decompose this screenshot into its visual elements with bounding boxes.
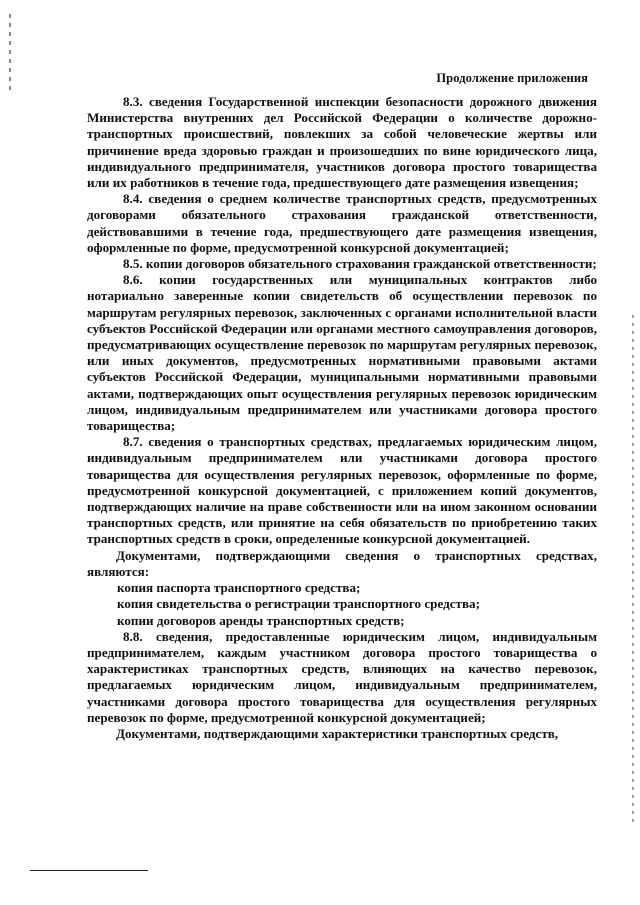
clause-8-7: 8.7. сведения о транспортных средствах, предлагаемых юридическим лицом, индивидуальным предпринимателем или участниками договора простого товарищества для осуществления регулярных перевозок, оформленные по форме, предусмотренной конкурсной документацией, с приложением копий документов, подтверждающих наличие на праве собственности или на ином законном основании транспортных средств, или принятие на себя обязательств по приобретению таких транспортных средств в сроки, определенные конкурсной документацией.	[87, 434, 597, 547]
list-item: копии договоров аренды транспортных средств;	[117, 612, 405, 628]
list-item: копия свидетельства о регистрации транспортного средства;	[117, 596, 480, 612]
clause-8-3: 8.3. сведения Государственной инспекции безопасности дорожного движения Министерства внутренних дел Российской Федерации о количестве дорожно-транспортных происшествий, повлекших за собой человеческие жертвы или причинение вреда здоровью граждан и произошедших по вине юридического лица, индивидуального предпринимателя, участников договора простого товарищества или их работников в течение года, предшествующего дате размещения извещения;	[87, 94, 597, 191]
clause-8-8: 8.8. сведения, предоставленные юридическим лицом, индивидуальным предпринимателем, каждым участником договора простого товарищества о характеристиках транспортных средств, влияющих на качество перевозок, предлагаемых юридическим лицом, индивидуальным предпринимателем, участниками договора простого товарищества для осуществления регулярных перевозок по форме, предусмотренной конкурсной документацией;	[87, 628, 597, 725]
footnote-divider	[30, 870, 148, 871]
documents-intro-paragraph: Документами, подтверждающими сведения о транспортных средствах, являются:	[87, 547, 597, 579]
clause-8-4: 8.4. сведения о среднем количестве транспортных средств, предусмотренных договорами обязательного страхования гражданской ответственности, действовавшими в течение года, предшествующего дате размещения извещения, оформленные по форме, предусмотренной конкурсной документацией;	[87, 191, 597, 255]
scan-margin-mark	[632, 315, 634, 825]
document-body	[87, 94, 597, 742]
clause-8-6: 8.6. копии государственных или муниципальных контрактов либо нотариально заверенные копии свидетельств об осуществлении перевозок по маршрутам регулярных перевозок, заключенных с органами исполнительной власти субъектов Российской Федерации или органами местного самоуправления договоров, предусматривающих осуществление перевозок по маршрутам регулярных перевозок, или иных документов, предусмотренных нормативными правовыми актами субъектов Российской Федерации, муниципальными нормативными правовыми актами, подтверждающих опыт осуществления регулярных перевозок юридическим лицом, индивидуальным предпринимателем или участниками договора простого товарищества;	[87, 272, 597, 434]
clause-8-5: 8.5. копии договоров обязательного страхования гражданской ответственности;	[123, 256, 597, 272]
page-continuation-header: Продолжение приложения	[436, 71, 588, 85]
list-item: копия паспорта транспортного средства;	[117, 580, 361, 596]
documents-characteristics-paragraph: Документами, подтверждающими характеристики транспортных средств,	[116, 725, 559, 741]
scan-margin-mark	[9, 14, 11, 94]
